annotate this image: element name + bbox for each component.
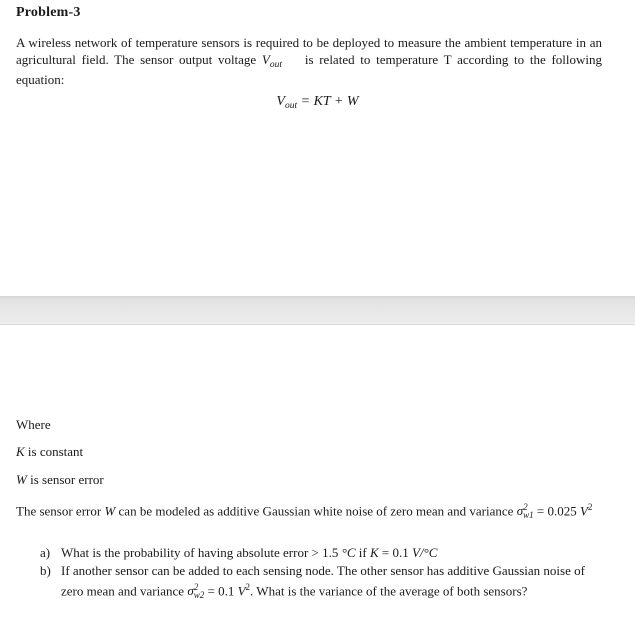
k-symbol: K: [16, 444, 25, 459]
question-a-k: K: [369, 545, 379, 560]
question-a-deg: °C: [341, 545, 356, 560]
error-w-symbol: W: [104, 503, 116, 519]
question-b-unit: V: [237, 583, 246, 599]
sigma-w2-symbol: σ: [187, 583, 194, 599]
sigma-w2: [187, 582, 204, 599]
question-a-unit: V/°C: [411, 545, 438, 560]
w-description: is sensor error: [26, 472, 104, 487]
sigma-w2-sup: 2: [193, 582, 199, 593]
question-b-text-3: . What is the variance of the average of both sensors?: [250, 583, 528, 599]
sigma-w1-sup: 2: [523, 502, 528, 513]
sigma-w2-scripts: [194, 583, 205, 599]
sigma-symbol: σ: [516, 503, 524, 519]
question-a-marker: a): [40, 545, 51, 560]
equation-lhs-subscript: out: [284, 101, 298, 111]
equation-lhs: V: [276, 94, 285, 109]
w-definition: [16, 471, 104, 488]
equation-rhs: = KT + W: [297, 94, 359, 109]
w-symbol: W: [16, 472, 27, 487]
error-text-1: The sensor error: [16, 503, 105, 519]
error-model-paragraph: [16, 499, 602, 519]
problem-title: Problem-3: [16, 5, 81, 20]
error-text-3: = 0.025: [533, 503, 580, 519]
intro-text-2: is related to temperature T according to the following equation:: [16, 52, 602, 87]
sensor-equation: [0, 94, 635, 110]
question-list: [40, 544, 606, 600]
vout-symbol: V: [261, 52, 270, 67]
question-a-text-1: What is the probability of having absolute error > 1.5: [61, 545, 342, 560]
error-unit: V: [579, 503, 588, 519]
sigma-w2-sub: w2: [193, 590, 205, 601]
question-a: [40, 544, 606, 561]
k-definition: [16, 443, 83, 460]
question-b-marker: b): [40, 563, 51, 578]
question-b-text-1: If another sensor can be added to each sensing node. The other sensor has additive Gaussian noise of zero mean and variance: [61, 563, 585, 599]
question-b-text-2: = 0.1: [204, 583, 238, 599]
question-a-text-2: if: [355, 545, 370, 560]
sigma-w1-sub: w1: [523, 510, 534, 521]
intro-paragraph: [16, 34, 602, 88]
sigma-w1: [517, 502, 534, 519]
page-separator: [0, 296, 635, 325]
vout-subscript: out: [269, 60, 283, 70]
intro-text-1: A wireless network of temperature sensors is required to be deployed to measure the ambient temperature in an agricultural field. The sensor output voltage: [16, 35, 602, 67]
question-b: [40, 562, 606, 599]
sigma-w1-scripts: [523, 503, 534, 519]
error-text-2: can be modeled as additive Gaussian white noise of zero mean and variance: [115, 503, 517, 519]
k-description: is constant: [24, 444, 84, 459]
question-a-text-3: = 0.1: [378, 545, 412, 560]
question-b-unit-sup: 2: [245, 582, 251, 592]
error-unit-sup: 2: [587, 502, 593, 512]
where-label: Where: [16, 417, 51, 432]
